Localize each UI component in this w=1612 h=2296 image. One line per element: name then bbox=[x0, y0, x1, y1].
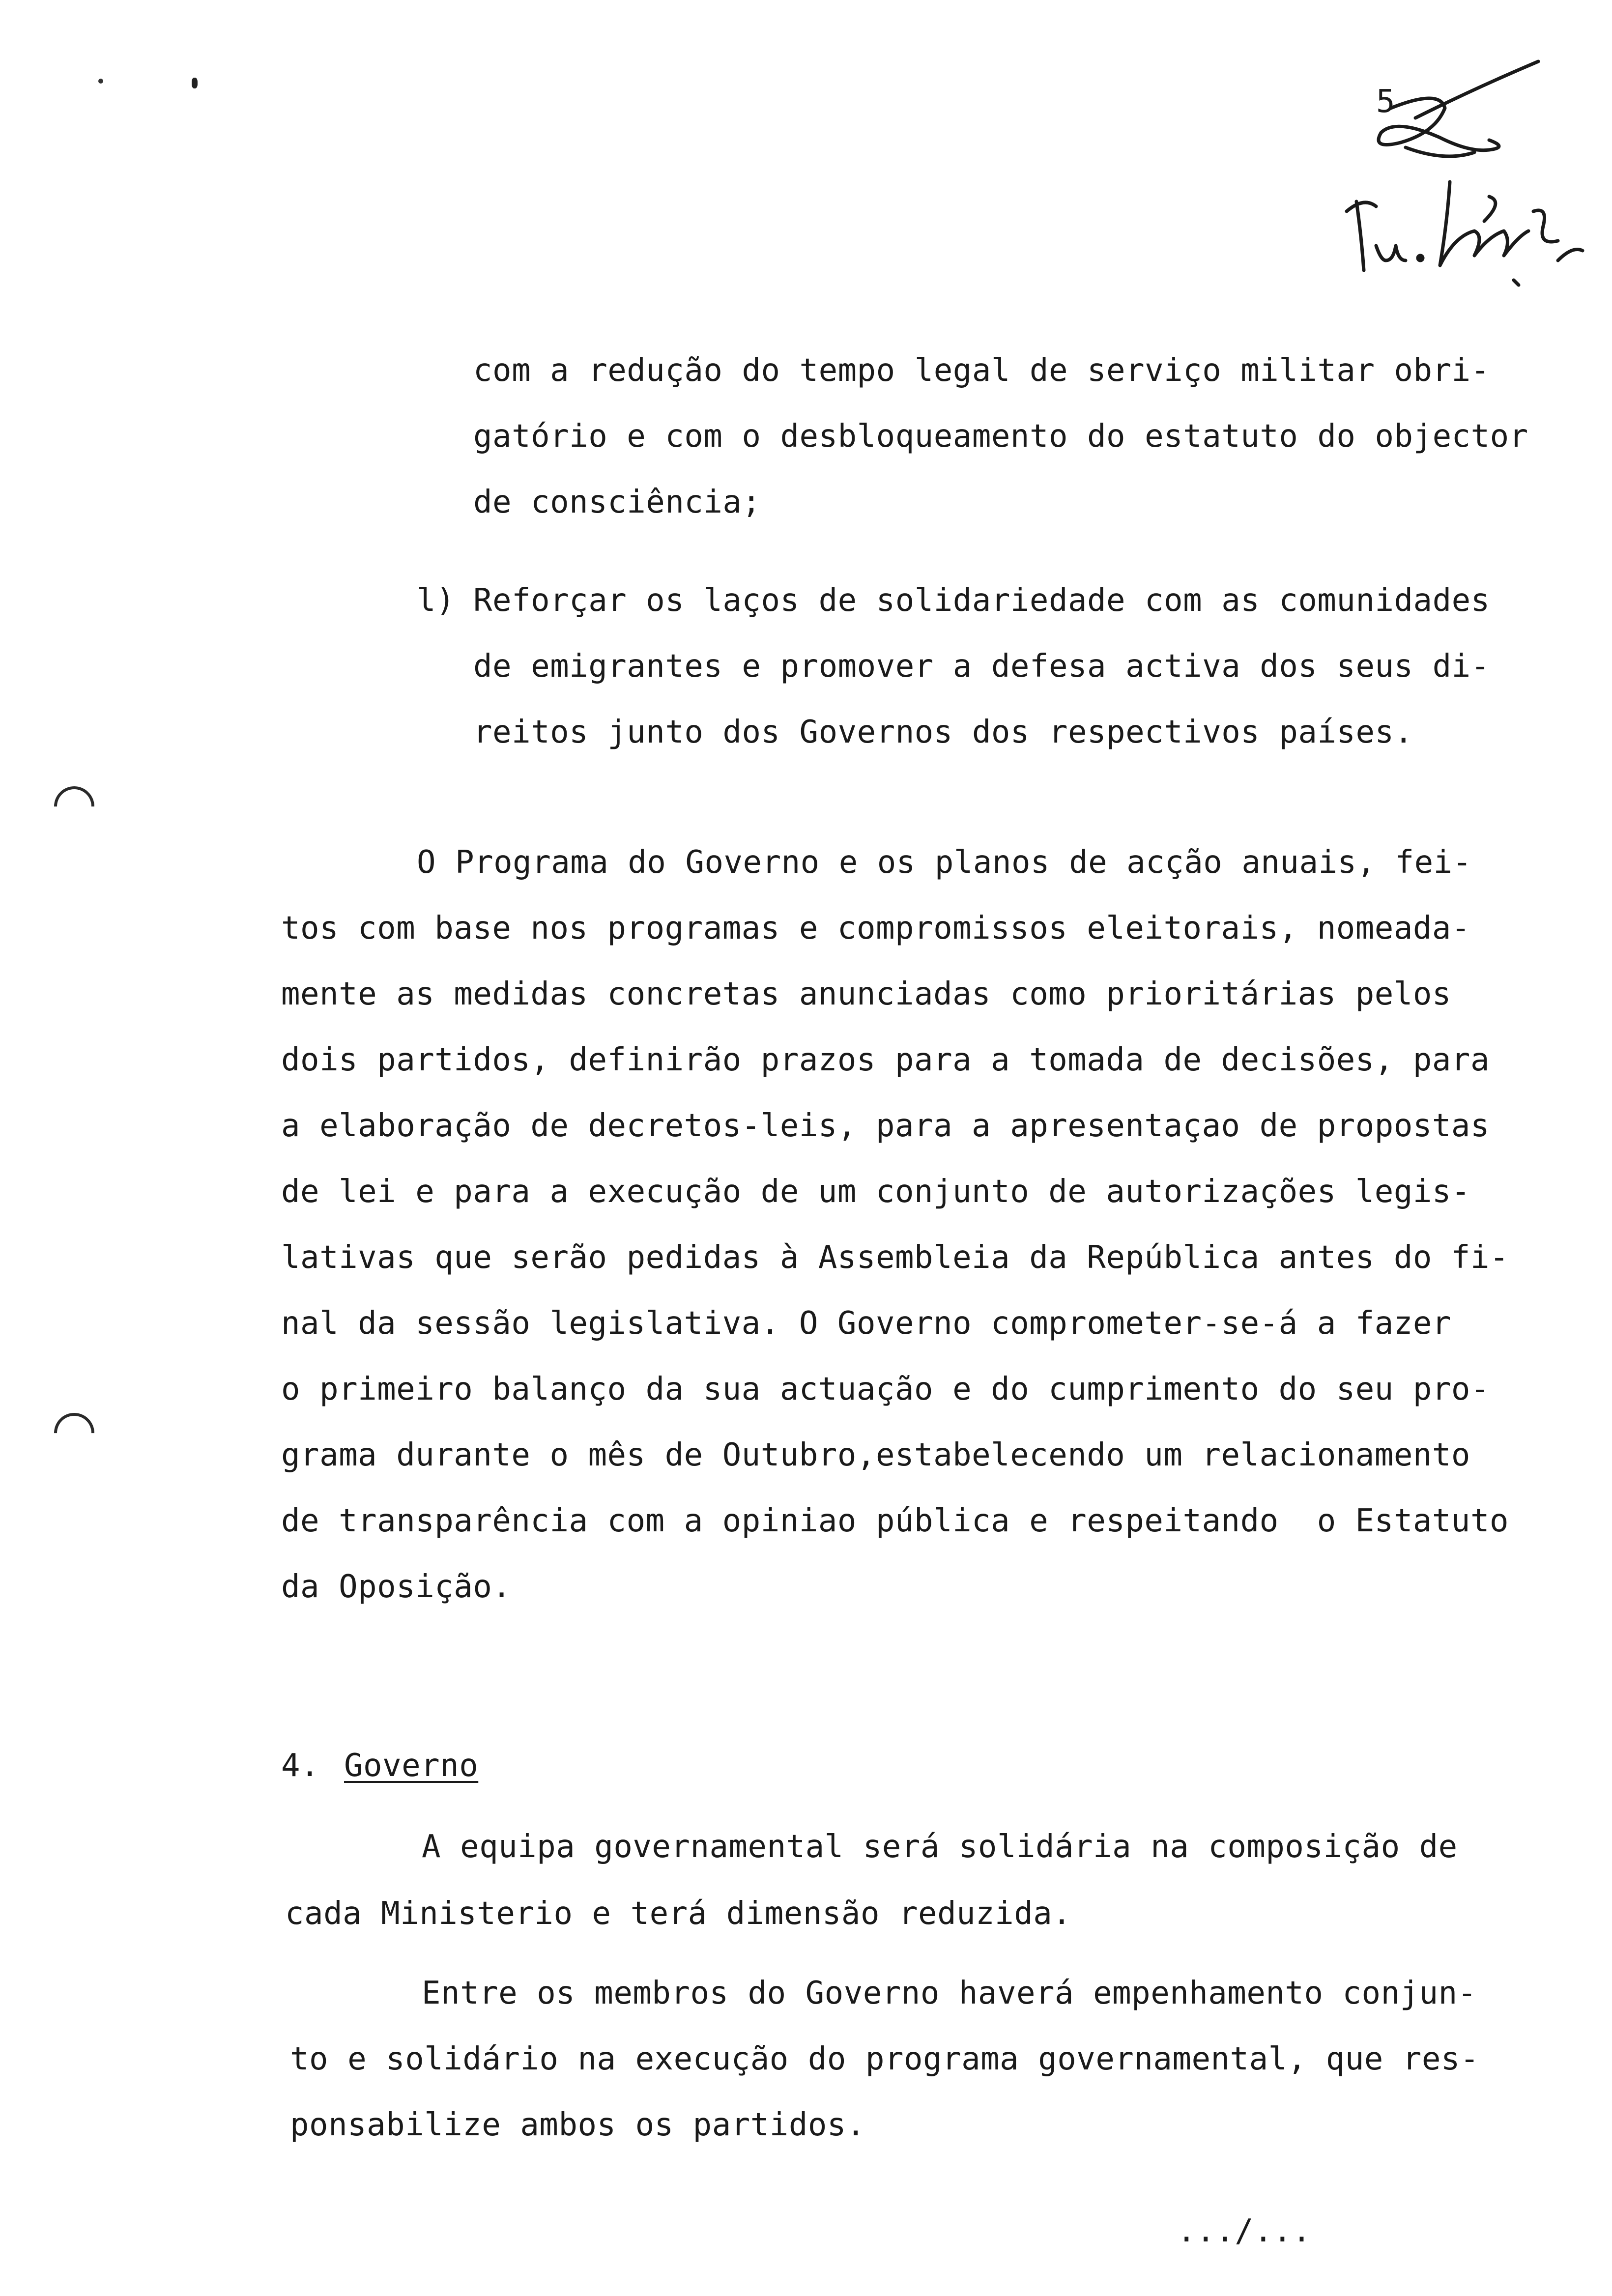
paragraph-k-line-2: gatório e com o desbloqueamento do estatuto do objector bbox=[473, 418, 1528, 455]
section-4-p2-line-3: ponsabilize ambos os partidos. bbox=[290, 2107, 865, 2143]
item-l-line-2: de emigrantes e promover a defesa activa dos seus di- bbox=[473, 648, 1490, 685]
section-4-p1-line-2: cada Ministerio e terá dimensão reduzida. bbox=[285, 1895, 1072, 1932]
punch-hole-lower bbox=[46, 1405, 103, 1462]
section-4-p1-line-1: A equipa governamental será solidária na composição de bbox=[422, 1829, 1458, 1865]
continuation-marker: .../... bbox=[1177, 2213, 1312, 2249]
programa-line-3: mente as medidas concretas anunciadas como prioritárias pelos bbox=[281, 976, 1451, 1012]
programa-line-6: de lei e para a execução de um conjunto de autorizações legis- bbox=[281, 1174, 1470, 1210]
item-l-marker: l) bbox=[417, 582, 456, 619]
stray-mark-1 bbox=[98, 79, 103, 84]
section-4-title: Governo bbox=[344, 1748, 479, 1784]
stray-mark-2 bbox=[192, 78, 198, 88]
programa-line-11: de transparência com a opiniao pública e respeitando o Estatuto bbox=[281, 1503, 1509, 1539]
item-l-line-3: reitos junto dos Governos dos respectivos países. bbox=[473, 714, 1413, 750]
programa-line-10: grama durante o mês de Outubro,estabelecendo um relacionamento bbox=[281, 1437, 1470, 1473]
section-4-p2-line-2: to e solidário na execução do programa governamental, que res- bbox=[290, 2041, 1479, 2077]
programa-line-7: lativas que serão pedidas à Assembleia da República antes do fi- bbox=[281, 1239, 1509, 1276]
paragraph-k-line-1: com a redução do tempo legal de serviço militar obri- bbox=[473, 352, 1490, 389]
programa-line-8: nal da sessão legislativa. O Governo comprometer-se-á a fazer bbox=[281, 1305, 1451, 1342]
section-4-number: 4. bbox=[281, 1748, 320, 1784]
programa-line-1: O Programa do Governo e os planos de acção anuais, fei- bbox=[417, 844, 1472, 881]
item-l-line-1: Reforçar os laços de solidariedade com as comunidades bbox=[473, 582, 1490, 619]
paragraph-k-line-3: de consciência; bbox=[473, 484, 761, 520]
programa-line-2: tos com base nos programas e compromissos eleitorais, nomeada- bbox=[281, 910, 1470, 947]
programa-line-5: a elaboração de decretos-leis, para a apresentaçao de propostas bbox=[281, 1108, 1490, 1144]
programa-line-12: da Oposição. bbox=[281, 1569, 512, 1605]
programa-line-4: dois partidos, definirão prazos para a tomada de decisões, para bbox=[281, 1042, 1490, 1078]
punch-hole-upper bbox=[46, 778, 103, 835]
programa-line-9: o primeiro balanço da sua actuação e do cumprimento do seu pro- bbox=[281, 1371, 1490, 1407]
page-number: 5 bbox=[1376, 84, 1395, 120]
handwritten-signature bbox=[1327, 49, 1612, 324]
section-4-p2-line-1: Entre os membros do Governo haverá empenhamento conjun- bbox=[422, 1975, 1477, 2011]
